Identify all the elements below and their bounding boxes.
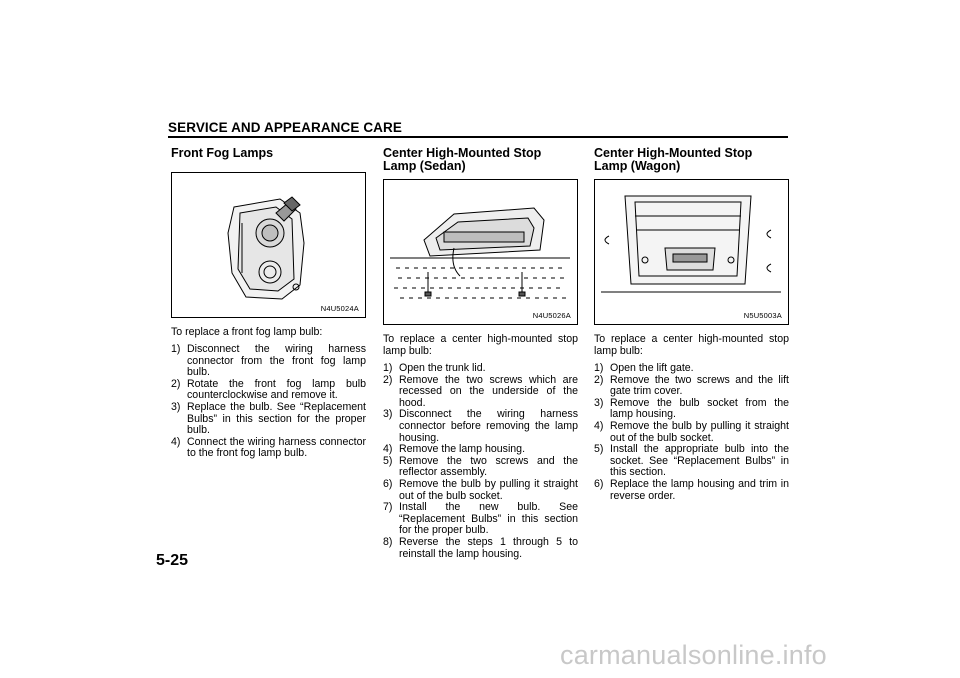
figure-code: N5U5003A bbox=[743, 311, 782, 320]
list-item: 5) Remove the two screws and the reflector assembly. bbox=[383, 454, 578, 479]
figure-chmsl-wagon bbox=[594, 179, 789, 325]
list-item: 5) Install the appropriate bulb into the socket. See “Replacement Bulbs” in this section. bbox=[594, 443, 789, 479]
section-title-front-fog-lamps: Front Fog Lamps bbox=[171, 146, 274, 160]
section-header: SERVICE AND APPEARANCE CARE bbox=[168, 120, 402, 135]
list-item: 8) Reverse the steps 1 through 5 to reinstall the lamp housing. bbox=[383, 535, 578, 560]
list-item: 3) Remove the bulb socket from the lamp housing. bbox=[594, 396, 789, 421]
header-rule bbox=[168, 136, 788, 138]
list-item: 6) Replace the lamp housing and trim in reverse order. bbox=[594, 477, 789, 502]
chmsl-wagon-illustration bbox=[595, 180, 788, 324]
figure-front-fog-lamp bbox=[171, 172, 366, 318]
list-item: 4) Connect the wiring harness connector to the front fog lamp bulb. bbox=[171, 435, 366, 460]
steps-list bbox=[594, 363, 789, 502]
steps-list bbox=[383, 363, 578, 560]
section-title-chmsl-sedan: Center High-Mounted Stop Lamp (Sedan) bbox=[383, 146, 542, 173]
list-item: 6) Remove the bulb by pulling it straight out of the bulb socket. bbox=[383, 477, 578, 502]
figure-code: N4U5024A bbox=[320, 304, 359, 313]
list-item: 2) Remove the two screws which are recessed on the underside of the hood. bbox=[383, 373, 578, 409]
list-item: 1) Open the trunk lid. bbox=[383, 362, 486, 374]
intro-text: To replace a center high-mounted stop lamp bulb: bbox=[594, 333, 789, 357]
section-title-chmsl-wagon: Center High-Mounted Stop Lamp (Wagon) bbox=[594, 146, 753, 173]
list-item: 4) Remove the lamp housing. bbox=[383, 443, 526, 456]
chmsl-sedan-illustration bbox=[384, 180, 577, 324]
list-item: 7) Install the new bulb. See “Replacement Bulbs” in this section for the proper bulb. bbox=[383, 501, 578, 537]
list-item: 3) Disconnect the wiring harness connector before removing the lamp housing. bbox=[383, 408, 578, 444]
fog-lamp-illustration bbox=[172, 173, 365, 317]
section-front-fog-lamps bbox=[171, 147, 366, 460]
watermark-text: carmanualsonline.info bbox=[560, 640, 827, 670]
figure-chmsl-sedan bbox=[383, 179, 578, 325]
list-item: 2) Rotate the front fog lamp bulb counterclockwise and remove it. bbox=[171, 377, 366, 402]
steps-list bbox=[171, 344, 366, 460]
page-number: 5-25 bbox=[156, 552, 189, 569]
list-item: 3) Replace the bulb. See “Replacement Bulbs” in this section for the proper bulb. bbox=[171, 400, 366, 437]
intro-text: To replace a center high-mounted stop lamp bulb: bbox=[383, 333, 578, 357]
list-item: 1) Disconnect the wiring harness connector from the front fog lamp bulb. bbox=[171, 343, 366, 379]
figure-code: N4U5026A bbox=[532, 311, 571, 320]
section-chmsl-sedan bbox=[383, 147, 578, 560]
list-item: 1) Open the lift gate. bbox=[594, 362, 694, 374]
list-item: 2) Remove the two screws and the lift gate trim cover. bbox=[594, 373, 789, 398]
list-item: 4) Remove the bulb by pulling it straight out of the bulb socket. bbox=[594, 419, 789, 444]
section-chmsl-wagon bbox=[594, 147, 789, 502]
intro-text: To replace a front fog lamp bulb: bbox=[171, 326, 323, 338]
